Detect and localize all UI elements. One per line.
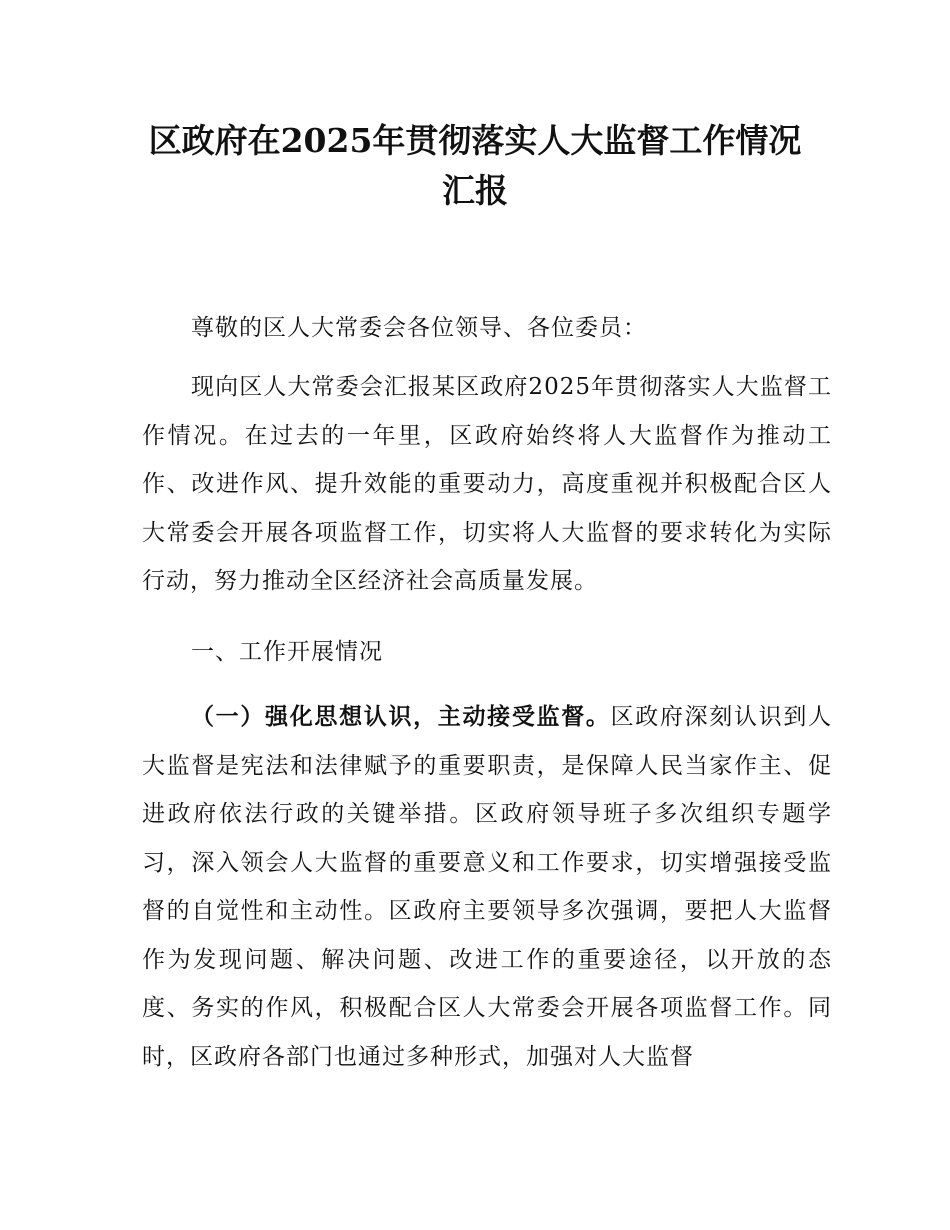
salutation: 尊敬的区人大常委会各位领导、各位委员： — [191, 315, 647, 341]
intro-paragraph: 现向区人大常委会汇报某区政府2025年贯彻落实人大监督工作情况。在过去的一年里，区政府始终将人大监督作为推动工作、改进作风、提升效能的重要动力，高度重视并积极配合区人大常委会开展各项监督工作，切实将人大监督的要求转化为实际行动，努力推动全区经济社会高质量发展。 — [142, 374, 832, 594]
section-heading-1: 一、工作开展情况 — [191, 639, 383, 665]
subsection-heading: （一）强化思想认识，主动接受监督。 — [191, 703, 611, 730]
subsection-body: 区政府深刻认识到人大监督是宪法和法律赋予的重要职责，是保障人民当家作主、促进政府依法行政的关键举措。区政府领导班子多次组织专题学习，深入领会人大监督的重要意义和工作要求，切实增强接受监督的自觉性和主动性。区政府主要领导多次强调，要把人大监督作为发现问题、解决问题、改进工作的重要途径，以开放的态度、务实的作风，积极配合区人大常委会开展各项监督工作。同时，区政府各部门也通过多种形式，加强对人大监督 — [142, 704, 833, 1070]
section-1-paragraph — [142, 693, 832, 1081]
document-title-line-1: 区政府在2025年贯彻落实人大监督工作情况 — [148, 121, 802, 160]
document-title-line-2: 汇报 — [442, 171, 508, 210]
